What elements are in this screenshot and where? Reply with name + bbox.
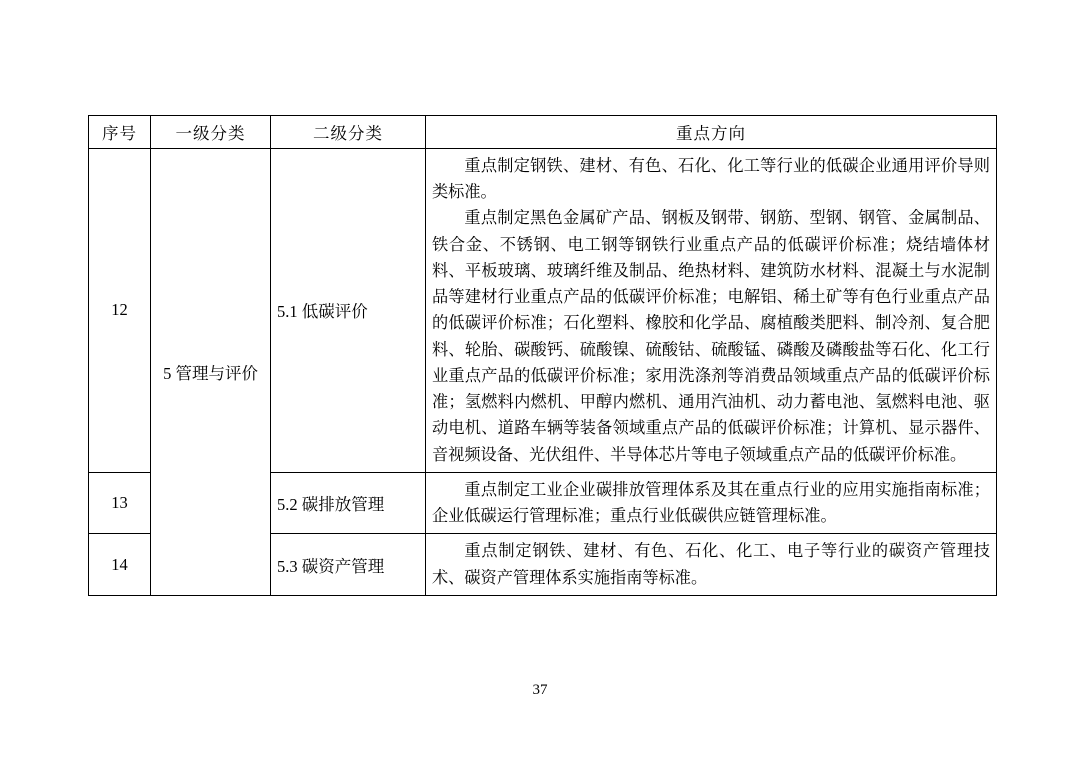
- category-level2: 5.3 碳资产管理: [271, 534, 426, 595]
- table-header-row: [89, 116, 997, 149]
- standards-table: [88, 115, 997, 596]
- category-level2: 5.2 碳排放管理: [271, 472, 426, 533]
- direction-paragraph: 重点制定工业企业碳排放管理体系及其在重点行业的应用实施指南标准；企业低碳运行管理标准；重点行业低碳供应链管理标准。: [432, 480, 990, 526]
- direction-paragraph: 重点制定钢铁、建材、有色、石化、化工、电子等行业的碳资产管理技术、碳资产管理体系实施指南等标准。: [432, 542, 990, 587]
- row-number: 13: [89, 472, 151, 533]
- header-cell-direction: 重点方向: [426, 116, 997, 149]
- header-cell-no: 序号: [89, 116, 151, 149]
- direction-cell: [426, 472, 997, 533]
- direction-cell: [426, 534, 997, 595]
- header-cell-level1: 一级分类: [151, 116, 271, 149]
- table-row: [89, 149, 997, 473]
- standards-table-container: [88, 115, 996, 596]
- direction-paragraph: 重点制定黑色金属矿产品、钢板及钢带、钢筋、型钢、钢管、金属制品、铁合金、不锈钢、电工钢等钢铁行业重点产品的低碳评价标准；烧结墙体材料、平板玻璃、玻璃纤维及制品、绝热材料、建筑防水材料、混凝土与水泥制品等建材行业重点产品的低碳评价标准；电解铝、稀土矿等有色行业重点产品的低碳评价标准；石化塑料、橡胶和化学品、腐植酸类肥料、制冷剂、复合肥料、轮胎、碳酸钙、硫酸镍、硫酸钴、硫酸锰、磷酸及磷酸盐等石化、化工行业重点产品的低碳评价标准；家用洗涤剂等消费品领域重点产品的低碳评价标准；氢燃料内燃机、甲醇内燃机、通用汽油机、动力蓄电池、氢燃料电池、驱动电机、道路车辆等装备领域重点产品的低碳评价标准；计算机、显示器件、音视频设备、光伏组件、半导体芯片等电子领域重点产品的低碳评价标准。: [432, 209, 990, 464]
- category-level1: 5 管理与评价: [151, 149, 271, 596]
- row-number: 14: [89, 534, 151, 595]
- direction-cell: [426, 149, 997, 473]
- header-cell-level2: 二级分类: [271, 116, 426, 149]
- category-level2: 5.1 低碳评价: [271, 149, 426, 473]
- page-number: 37: [532, 682, 548, 698]
- row-number: 12: [89, 149, 151, 473]
- direction-paragraph: 重点制定钢铁、建材、有色、石化、化工等行业的低碳企业通用评价导则类标准。: [432, 157, 990, 202]
